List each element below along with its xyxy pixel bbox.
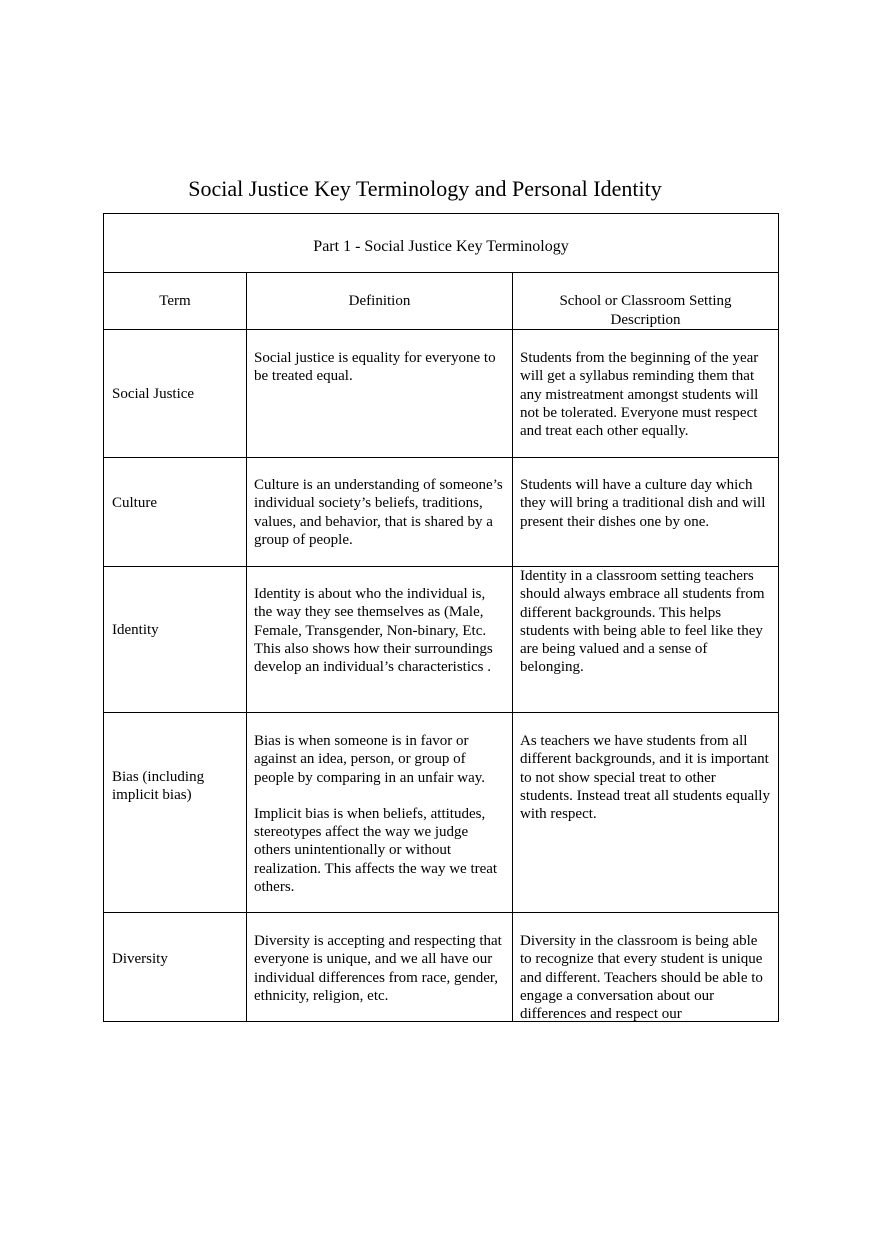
table-row bbox=[104, 713, 779, 913]
terminology-table bbox=[103, 213, 779, 1022]
document-title: Social Justice Key Terminology and Personal Identity bbox=[188, 176, 662, 201]
definition-cell bbox=[247, 330, 513, 458]
term-cell bbox=[104, 330, 247, 458]
description-text: Diversity in the classroom is being able to recognize that every student is unique and different. Teachers should be able to engage a conversation about our differences and respect our bbox=[520, 933, 763, 1021]
header-term-label: Term bbox=[159, 293, 191, 309]
description-cell bbox=[513, 330, 779, 458]
term-label: Identity bbox=[112, 622, 159, 638]
definition-text: Diversity is accepting and respecting that everyone is unique, and we all have our individual differences from race, gender, ethnicity, religion, etc. bbox=[254, 933, 502, 1004]
description-text: Students will have a culture day which they will bring a traditional dish and will present their dishes one by one. bbox=[520, 477, 766, 530]
definition-text: Identity is about who the individual is, the way they see themselves as (Male, Female, Transgender, Non-binary, Etc. This also shows how their surroundings develop an individual’s characteristics . bbox=[254, 586, 493, 676]
description-cell bbox=[513, 567, 779, 713]
definition-text: Social justice is equality for everyone to be treated equal. bbox=[254, 350, 496, 385]
term-label: Bias (including implicit bias) bbox=[112, 769, 205, 804]
definition-text: Bias is when someone is in favor or against an idea, person, or group of people by comparing in an unfair way. bbox=[254, 733, 486, 786]
definition-cell bbox=[247, 713, 513, 913]
table-row bbox=[104, 458, 779, 567]
description-text: Students from the beginning of the year will get a syllabus reminding them that any mistreatment amongst students will not be tolerated. Everyone must respect and treat each other equally. bbox=[520, 350, 759, 440]
description-text: As teachers we have students from all different backgrounds, and it is important to not show special treat to other students. Instead treat all students equally with respect. bbox=[520, 733, 770, 823]
definition-text: Culture is an understanding of someone’s individual society’s beliefs, traditions, values, and behavior, that is shared by a group of people. bbox=[254, 477, 503, 548]
header-term bbox=[104, 273, 247, 330]
table-row bbox=[104, 330, 779, 458]
table-row bbox=[104, 567, 779, 713]
header-definition-label: Definition bbox=[348, 293, 411, 309]
description-cell bbox=[513, 913, 779, 1022]
term-label: Diversity bbox=[112, 951, 168, 967]
description-cell bbox=[513, 713, 779, 913]
definition-text: Implicit bias is when beliefs, attitudes, stereotypes affect the way we judge others unintentionally or without realization. This affects the way we treat others. bbox=[254, 805, 498, 896]
term-cell bbox=[104, 913, 247, 1022]
definition-cell bbox=[247, 567, 513, 713]
term-label: Social Justice bbox=[112, 386, 195, 402]
header-description bbox=[513, 273, 779, 330]
part-title-cell bbox=[104, 214, 779, 273]
table-row bbox=[104, 913, 779, 1022]
description-cell bbox=[513, 458, 779, 567]
definition-cell bbox=[247, 913, 513, 1022]
term-cell bbox=[104, 713, 247, 913]
definition-cell bbox=[247, 458, 513, 567]
description-text: Identity in a classroom setting teachers should always embrace all students from different backgrounds. This helps students with being able to feel like they are being valued and a sense of belonging. bbox=[520, 568, 765, 676]
header-definition bbox=[247, 273, 513, 330]
part-title: Part 1 - Social Justice Key Terminology bbox=[313, 238, 569, 255]
term-label: Culture bbox=[112, 495, 157, 511]
header-description-label: School or Classroom Setting Description bbox=[559, 293, 732, 328]
term-cell bbox=[104, 458, 247, 567]
term-cell bbox=[104, 567, 247, 713]
